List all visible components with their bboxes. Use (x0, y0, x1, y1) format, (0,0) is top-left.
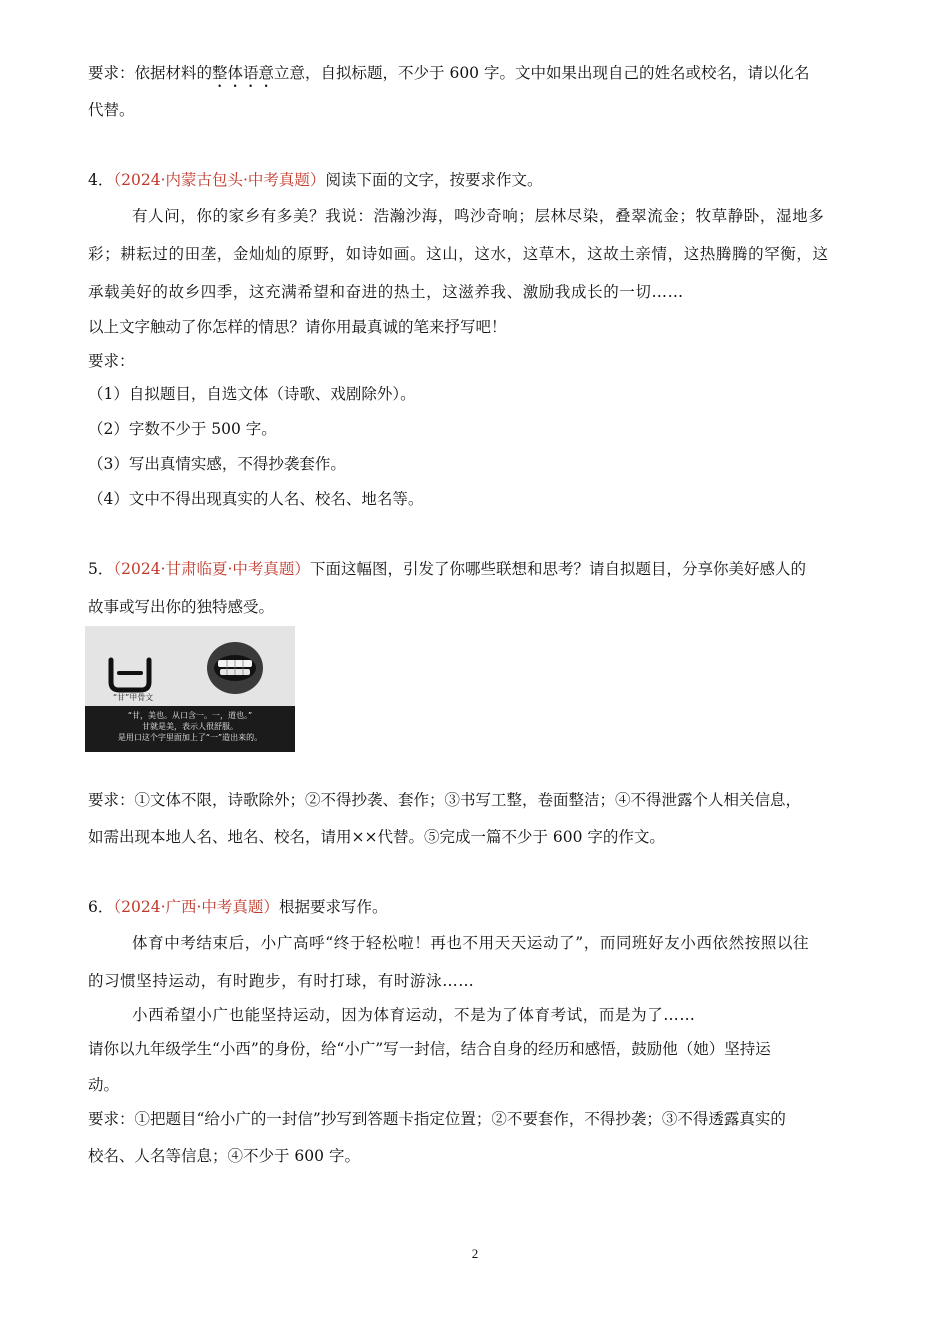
q4-question: 以上文字触动了你怎样的情思？请你用最真诚的笔来抒写吧！ (88, 318, 507, 336)
q4-req-item: （3）写出真情实感，不得抄袭套作。 (88, 455, 346, 473)
q4-heading (88, 169, 868, 191)
q5-prompt-line2: 故事或写出你的独特感受。 (88, 598, 275, 616)
q4-req-item: （1）自拟题目，自选文体（诗歌、戏剧除外）。 (88, 385, 416, 403)
q6-number: 6． (88, 898, 114, 916)
caption-line: “甘，美也。从口含一。一，道也。” (127, 711, 253, 720)
oracle-bone-figure (85, 626, 295, 752)
q3-req-part-b: 立意，自拟标题，不少于 600 字。文中如果出现自己的姓名或校名，请以化名 (274, 64, 810, 82)
q6-requirement-line2: 校名、人名等信息；④不少于 600 字。 (88, 1147, 360, 1165)
q4-req-title: 要求： (88, 352, 135, 370)
page-number: 2 (471, 1246, 479, 1261)
q4-material-line: 彩；耕耘过的田垄，金灿灿的原野，如诗如画。这山，这水，这草木，这故土亲情，这热腾腾的罕衡，这 (88, 245, 829, 263)
q6-requirement: 要求：①把题目“给小广的一封信”抄写到答题卡指定位置；②不要套作，不得抄袭；③不得透露真实的 (88, 1110, 786, 1128)
q5-heading (88, 558, 868, 580)
q5-number: 5． (88, 560, 114, 578)
q4-material-line: 承载美好的故乡四季，这充满希望和奋进的热土，这滋养我、激励我成长的一切…… (88, 283, 684, 301)
q6-material-line: 小西希望小广也能坚持运动，因为体育运动，不是为了体育考试，而是为了…… (132, 1006, 696, 1024)
q3-req-emphasis: 整体语意 (212, 64, 275, 82)
q4-prompt: 阅读下面的文字，按要求作文。 (325, 171, 543, 189)
q3-requirement-line2: 代替。 (88, 101, 135, 119)
q6-source: （2024·广西·中考真题） (113, 898, 279, 916)
q5-prompt: 下面这幅图，引发了你哪些联想和思考？请自拟题目，分享你美好感人的 (309, 560, 806, 578)
q6-task-line2: 动。 (88, 1076, 120, 1094)
q6-prompt: 根据要求写作。 (278, 898, 388, 916)
q3-req-part-a: 要求：依据材料的 (88, 64, 213, 82)
q3-requirement (88, 62, 868, 91)
q4-material-line: 有人问，你的家乡有多美？我说：浩瀚沙海，鸣沙奇响；层林尽染，叠翠流金；牧草静卧，湿地多 (132, 207, 825, 225)
q4-req-item: （2）字数不少于 500 字。 (88, 420, 277, 438)
q6-material-line: 的习惯坚持运动，有时跑步，有时打球，有时游泳…… (88, 972, 475, 990)
q6-task: 请你以九年级学生“小西”的身份，给“小广”写一封信，结合自身的经历和感悟，鼓励他（她）坚持运 (88, 1040, 771, 1058)
q4-number: 4． (88, 171, 114, 189)
q5-source: （2024·甘肃临夏·中考真题） (113, 560, 310, 578)
q5-requirement: 要求：①文体不限，诗歌除外；②不得抄袭、套作；③书写工整，卷面整洁；④不得泄露个人相关信息， (88, 791, 802, 809)
caption-line: 甘就是美，表示人很舒服。 (142, 722, 238, 731)
q4-req-item: （4）文中不得出现真实的人名、校名、地名等。 (88, 490, 424, 508)
q5-requirement-line2: 如需出现本地人名、地名、校名，请用××代替。⑤完成一篇不少于 600 字的作文。 (88, 828, 665, 846)
q6-material-line: 体育中考结束后，小广高呼“终于轻松啦！再也不用天天运动了”，而同班好友小西依然按照以往 (132, 934, 810, 952)
figure-label: “甘”甲骨文 (113, 693, 154, 702)
figure-caption (85, 706, 295, 752)
q6-heading (88, 896, 868, 918)
caption-line: 是用口这个字里面加上了“一”造出来的。 (117, 733, 263, 742)
q4-source: （2024·内蒙古包头·中考真题） (113, 171, 326, 189)
